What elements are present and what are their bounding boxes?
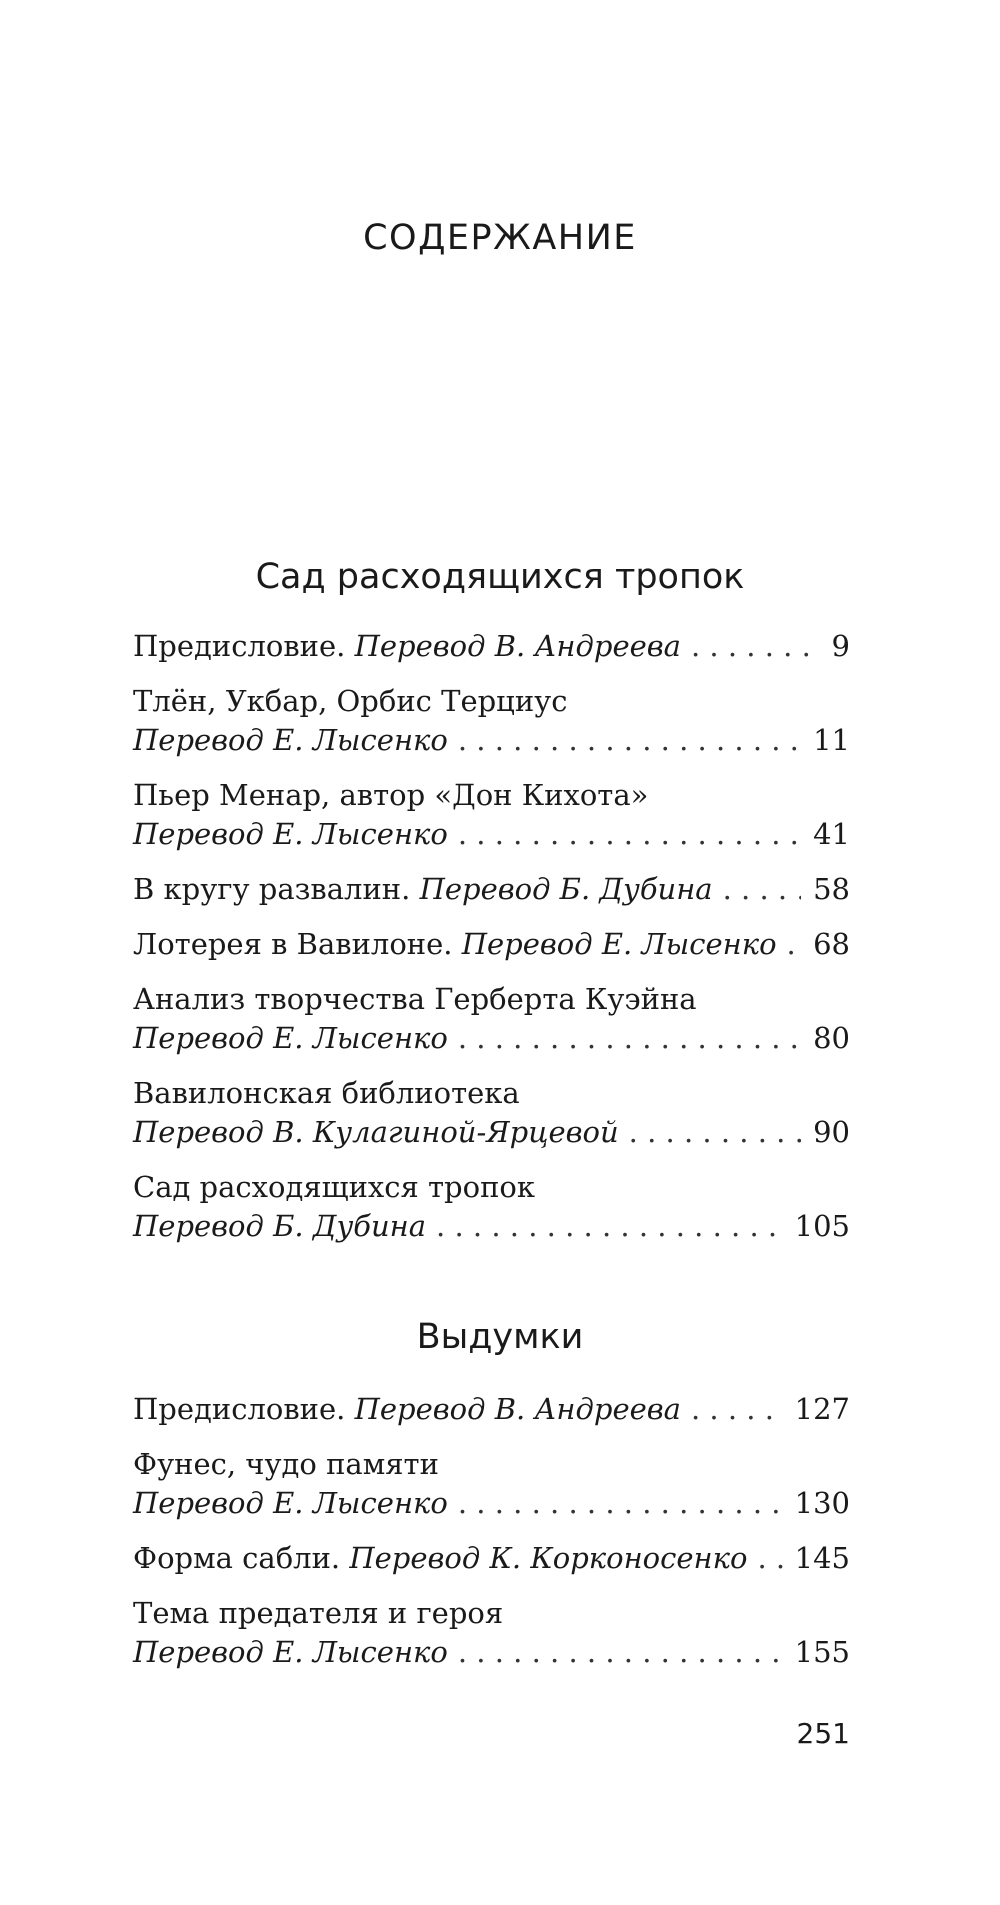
page-number: 9 — [831, 629, 850, 663]
entry-line — [133, 1019, 850, 1058]
toc-entry[interactable] — [133, 1168, 850, 1246]
entry-translator: Перевод Е. Лысенко — [133, 723, 448, 757]
entry-translator: Перевод Е. Лысенко — [133, 1021, 448, 1055]
entry-title: Тлён, Укбар, Орбис Терциус — [133, 684, 568, 718]
entry-line — [133, 776, 850, 815]
entry-line — [133, 1445, 850, 1484]
entry-text: В кругу развалин. Перевод Б. Дубина — [133, 872, 713, 906]
page-title: СОДЕРЖАНИЕ — [363, 218, 637, 258]
toc-entry[interactable] — [133, 870, 850, 909]
entry-translator: Перевод Е. Лысенко — [133, 1486, 448, 1520]
page-number: 105 — [794, 1209, 850, 1243]
entry-text: Предисловие. Перевод В. Андреева — [133, 1392, 681, 1426]
entry-line — [133, 1074, 850, 1113]
page-number: 68 — [813, 927, 850, 961]
entry-title: Сад расходящихся тропок — [133, 1170, 535, 1204]
entry-line — [133, 980, 850, 1019]
entry-line — [133, 682, 850, 721]
entry-line — [133, 1168, 850, 1207]
entry-line — [133, 1113, 850, 1152]
page-number: 41 — [813, 817, 850, 851]
dot-leader — [691, 1390, 783, 1429]
entry-title: Тема предателя и героя — [133, 1596, 504, 1630]
toc-entry[interactable] — [133, 1594, 850, 1672]
entry-text: Предисловие. Перевод В. Андреева — [133, 629, 681, 663]
toc-entry[interactable] — [133, 1445, 850, 1523]
toc-entry[interactable] — [133, 980, 850, 1058]
entry-line — [133, 925, 850, 964]
entry-translator: Перевод Б. Дубина — [133, 1209, 427, 1243]
toc-entry[interactable] — [133, 925, 850, 964]
page-number: 80 — [813, 1021, 850, 1055]
dot-leader — [458, 815, 801, 854]
toc-entry[interactable] — [133, 682, 850, 760]
entry-title: Анализ творчества Герберта Куэйна — [133, 982, 697, 1016]
entry-line — [133, 1633, 850, 1672]
page-number: 90 — [813, 1115, 850, 1149]
entry-line — [133, 815, 850, 854]
toc-entry[interactable] — [133, 1539, 850, 1578]
dot-leader — [629, 1113, 801, 1152]
entry-translator: Перевод Е. Лысенко — [133, 1635, 448, 1669]
entry-line — [133, 1390, 850, 1429]
toc-entry[interactable] — [133, 776, 850, 854]
page-number: 127 — [794, 1392, 850, 1426]
dot-leader — [787, 925, 802, 964]
entry-line — [133, 627, 850, 666]
entry-text: Лотерея в Вавилоне. Перевод Е. Лысенко — [133, 927, 777, 961]
entry-line — [133, 721, 850, 760]
entry-title: Вавилонская библиотека — [133, 1076, 520, 1110]
dot-leader — [458, 721, 801, 760]
dot-leader — [691, 627, 820, 666]
entry-line — [133, 870, 850, 909]
entry-text: Форма сабли. Перевод К. Корконосенко — [133, 1541, 748, 1575]
toc-list — [133, 1390, 850, 1688]
page-number: 58 — [813, 872, 850, 906]
page-number: 145 — [794, 1541, 850, 1575]
page-number: 11 — [813, 723, 850, 757]
dot-leader — [458, 1484, 783, 1523]
toc-list — [133, 627, 850, 1262]
entry-translator: Перевод Е. Лысенко — [133, 817, 448, 851]
entry-translator: Перевод В. Кулагиной-Ярцевой — [133, 1115, 619, 1149]
section-heading: Выдумки — [416, 1317, 584, 1357]
toc-entry[interactable] — [133, 1390, 850, 1429]
dot-leader — [757, 1539, 782, 1578]
section-heading: Сад расходящихся тропок — [255, 557, 745, 597]
entry-line — [133, 1594, 850, 1633]
entry-title: Пьер Менар, автор «Дон Кихота» — [133, 778, 649, 812]
folio-page-number: 251 — [796, 1717, 850, 1750]
page-number: 155 — [794, 1635, 850, 1669]
entry-line — [133, 1539, 850, 1578]
entry-title: Фунес, чудо памяти — [133, 1447, 439, 1481]
dot-leader — [458, 1633, 783, 1672]
dot-leader — [436, 1207, 783, 1246]
dot-leader — [723, 870, 802, 909]
entry-line — [133, 1207, 850, 1246]
entry-line — [133, 1484, 850, 1523]
page-number: 130 — [794, 1486, 850, 1520]
toc-entry[interactable] — [133, 1074, 850, 1152]
toc-entry[interactable] — [133, 627, 850, 666]
dot-leader — [458, 1019, 801, 1058]
